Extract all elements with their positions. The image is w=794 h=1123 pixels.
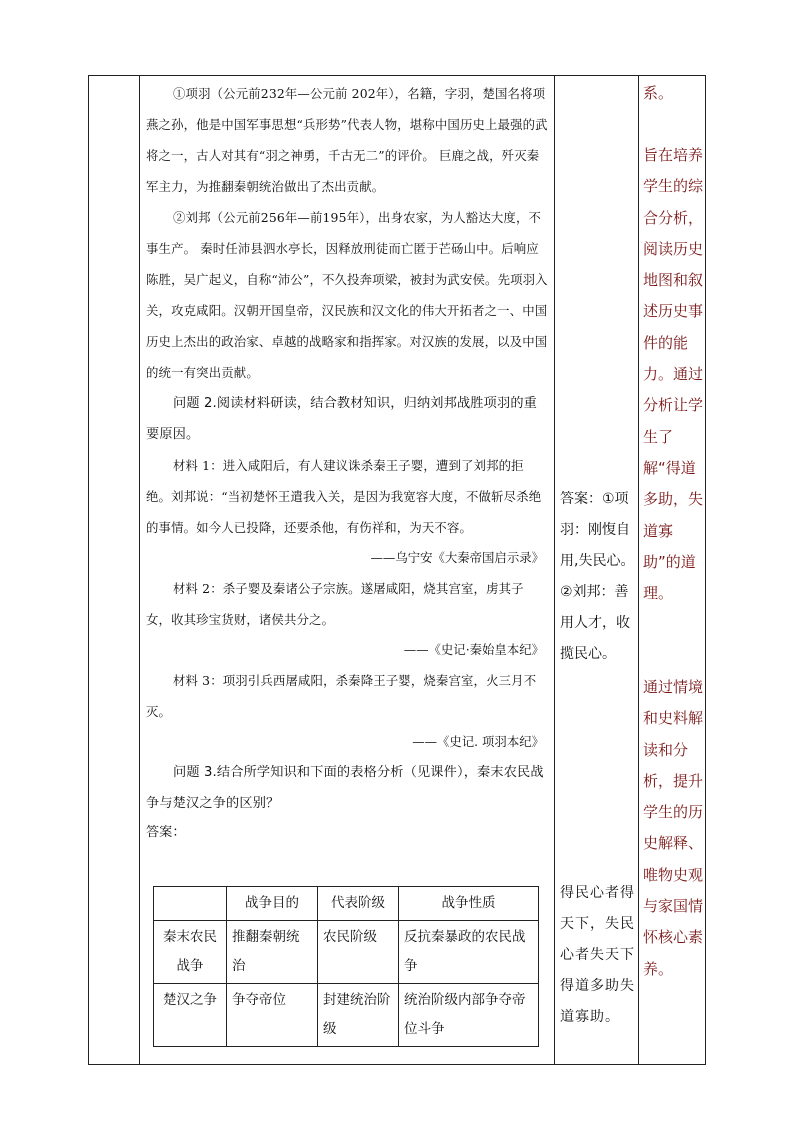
design-intent-q2: 旨在培养学生的综合分析，阅读历史地图和叙述历史事件的能力。通过分析让学生了解“得道多助，失道寡助”的道理。	[643, 146, 704, 603]
question-3: 问题 3.结合所学知识和下面的表格分析（见课件），秦末农民战争与楚汉之争的区别？	[146, 765, 544, 811]
table-cell: 统治阶级内部争夺帝位斗争	[399, 984, 539, 1047]
material-1: 材料 1：进入咸阳后，有人建议诛杀秦王子婴，遭到了刘邦的拒绝。刘邦说：“当初楚怀王遣我入关，是因为我宽容大度，不做斩尽杀绝的事情。如今人已投降，还要杀他，有伤祥和，为天不容。	[146, 458, 542, 535]
comparison-table	[153, 886, 539, 1047]
table-header-cell	[154, 887, 227, 921]
table-cell: 农民阶级	[318, 921, 399, 984]
material-3: 材料 3：项羽引兵西屠咸阳，杀秦降王子婴，烧秦宫室，火三月不灭。	[146, 673, 537, 719]
table-header-cell: 代表阶级	[318, 887, 399, 921]
table-header-row	[154, 887, 539, 921]
question-2: 问题 2.阅读材料研读，结合教材知识，归纳刘邦战胜项羽的重要原因。	[146, 396, 537, 442]
table-cell: 封建统治阶级	[318, 984, 399, 1047]
table-row	[154, 921, 539, 984]
design-intent-q3: 通过情境和史料解读和分析，提升学生的历史解释、唯物史观与家国情怀核心素养。	[643, 678, 704, 978]
table-cell: 争夺帝位	[227, 984, 318, 1047]
column-divider-2	[554, 75, 555, 1065]
table-header-cell: 战争性质	[399, 887, 539, 921]
material-2-source: ——《史记·秦始皇本纪》	[403, 642, 544, 657]
answer-label: 答案：	[146, 825, 186, 840]
teaching-content-column	[146, 78, 548, 847]
material-3-source: ——《史记. 项羽本纪》	[412, 734, 544, 749]
xiang-yu-intro: ①项羽（公元前232年—公元前 202年），名籍，字羽，楚国名将项燕之孙，他是中国军事思想“兵形势”代表人物，堪称中国历史上最强的武将之一，古人对其有“羽之神勇，千古无二”的评价。 巨鹿之战，歼灭秦军主力，为推翻秦朝统治做出了杰出贡献。	[146, 86, 548, 194]
table-cell: 秦末农民战争	[154, 921, 227, 984]
answer-question-3: 得民心者得天下，失民心者失天下得道多助失道寡助。	[560, 885, 635, 1025]
table-cell: 楚汉之争	[154, 984, 227, 1047]
design-intent-tail: 系。	[643, 84, 674, 102]
material-1-source: ——乌宁安《大秦帝国启示录》	[370, 550, 544, 565]
table-cell: 推翻秦朝统治	[227, 921, 318, 984]
material-2: 材料 2：杀子婴及秦诸公子宗族。遂屠咸阳，烧其宫室，虏其子女，收其珍宝货财，诸侯共分之。	[146, 581, 524, 627]
table-row	[154, 984, 539, 1047]
column-divider-3	[638, 75, 639, 1065]
column-divider-1	[139, 75, 140, 1065]
liu-bang-intro: ②刘邦（公元前256年—前195年），出身农家，为人豁达大度，不事生产。 秦时任沛县泗水亭长，因释放刑徒而亡匿于芒砀山中。后响应陈胜，吴广起义，自称“沛公”，不久投奔项梁，被封为武安侯。先项羽入关，攻克咸阳。汉朝开国皇帝，汉民族和汉文化的伟大开拓者之一、中国历史上杰出的政治家、卓越的战略家和指挥家。对汉族的发展，以及中国的统一有突出贡献。	[146, 210, 548, 380]
answer-question-2: 答案：①项羽：刚愎自用,失民心。②刘邦：善用人才，收揽民心。	[560, 491, 635, 662]
table-cell: 反抗秦暴政的农民战争	[399, 921, 539, 984]
table-header-cell: 战争目的	[227, 887, 318, 921]
